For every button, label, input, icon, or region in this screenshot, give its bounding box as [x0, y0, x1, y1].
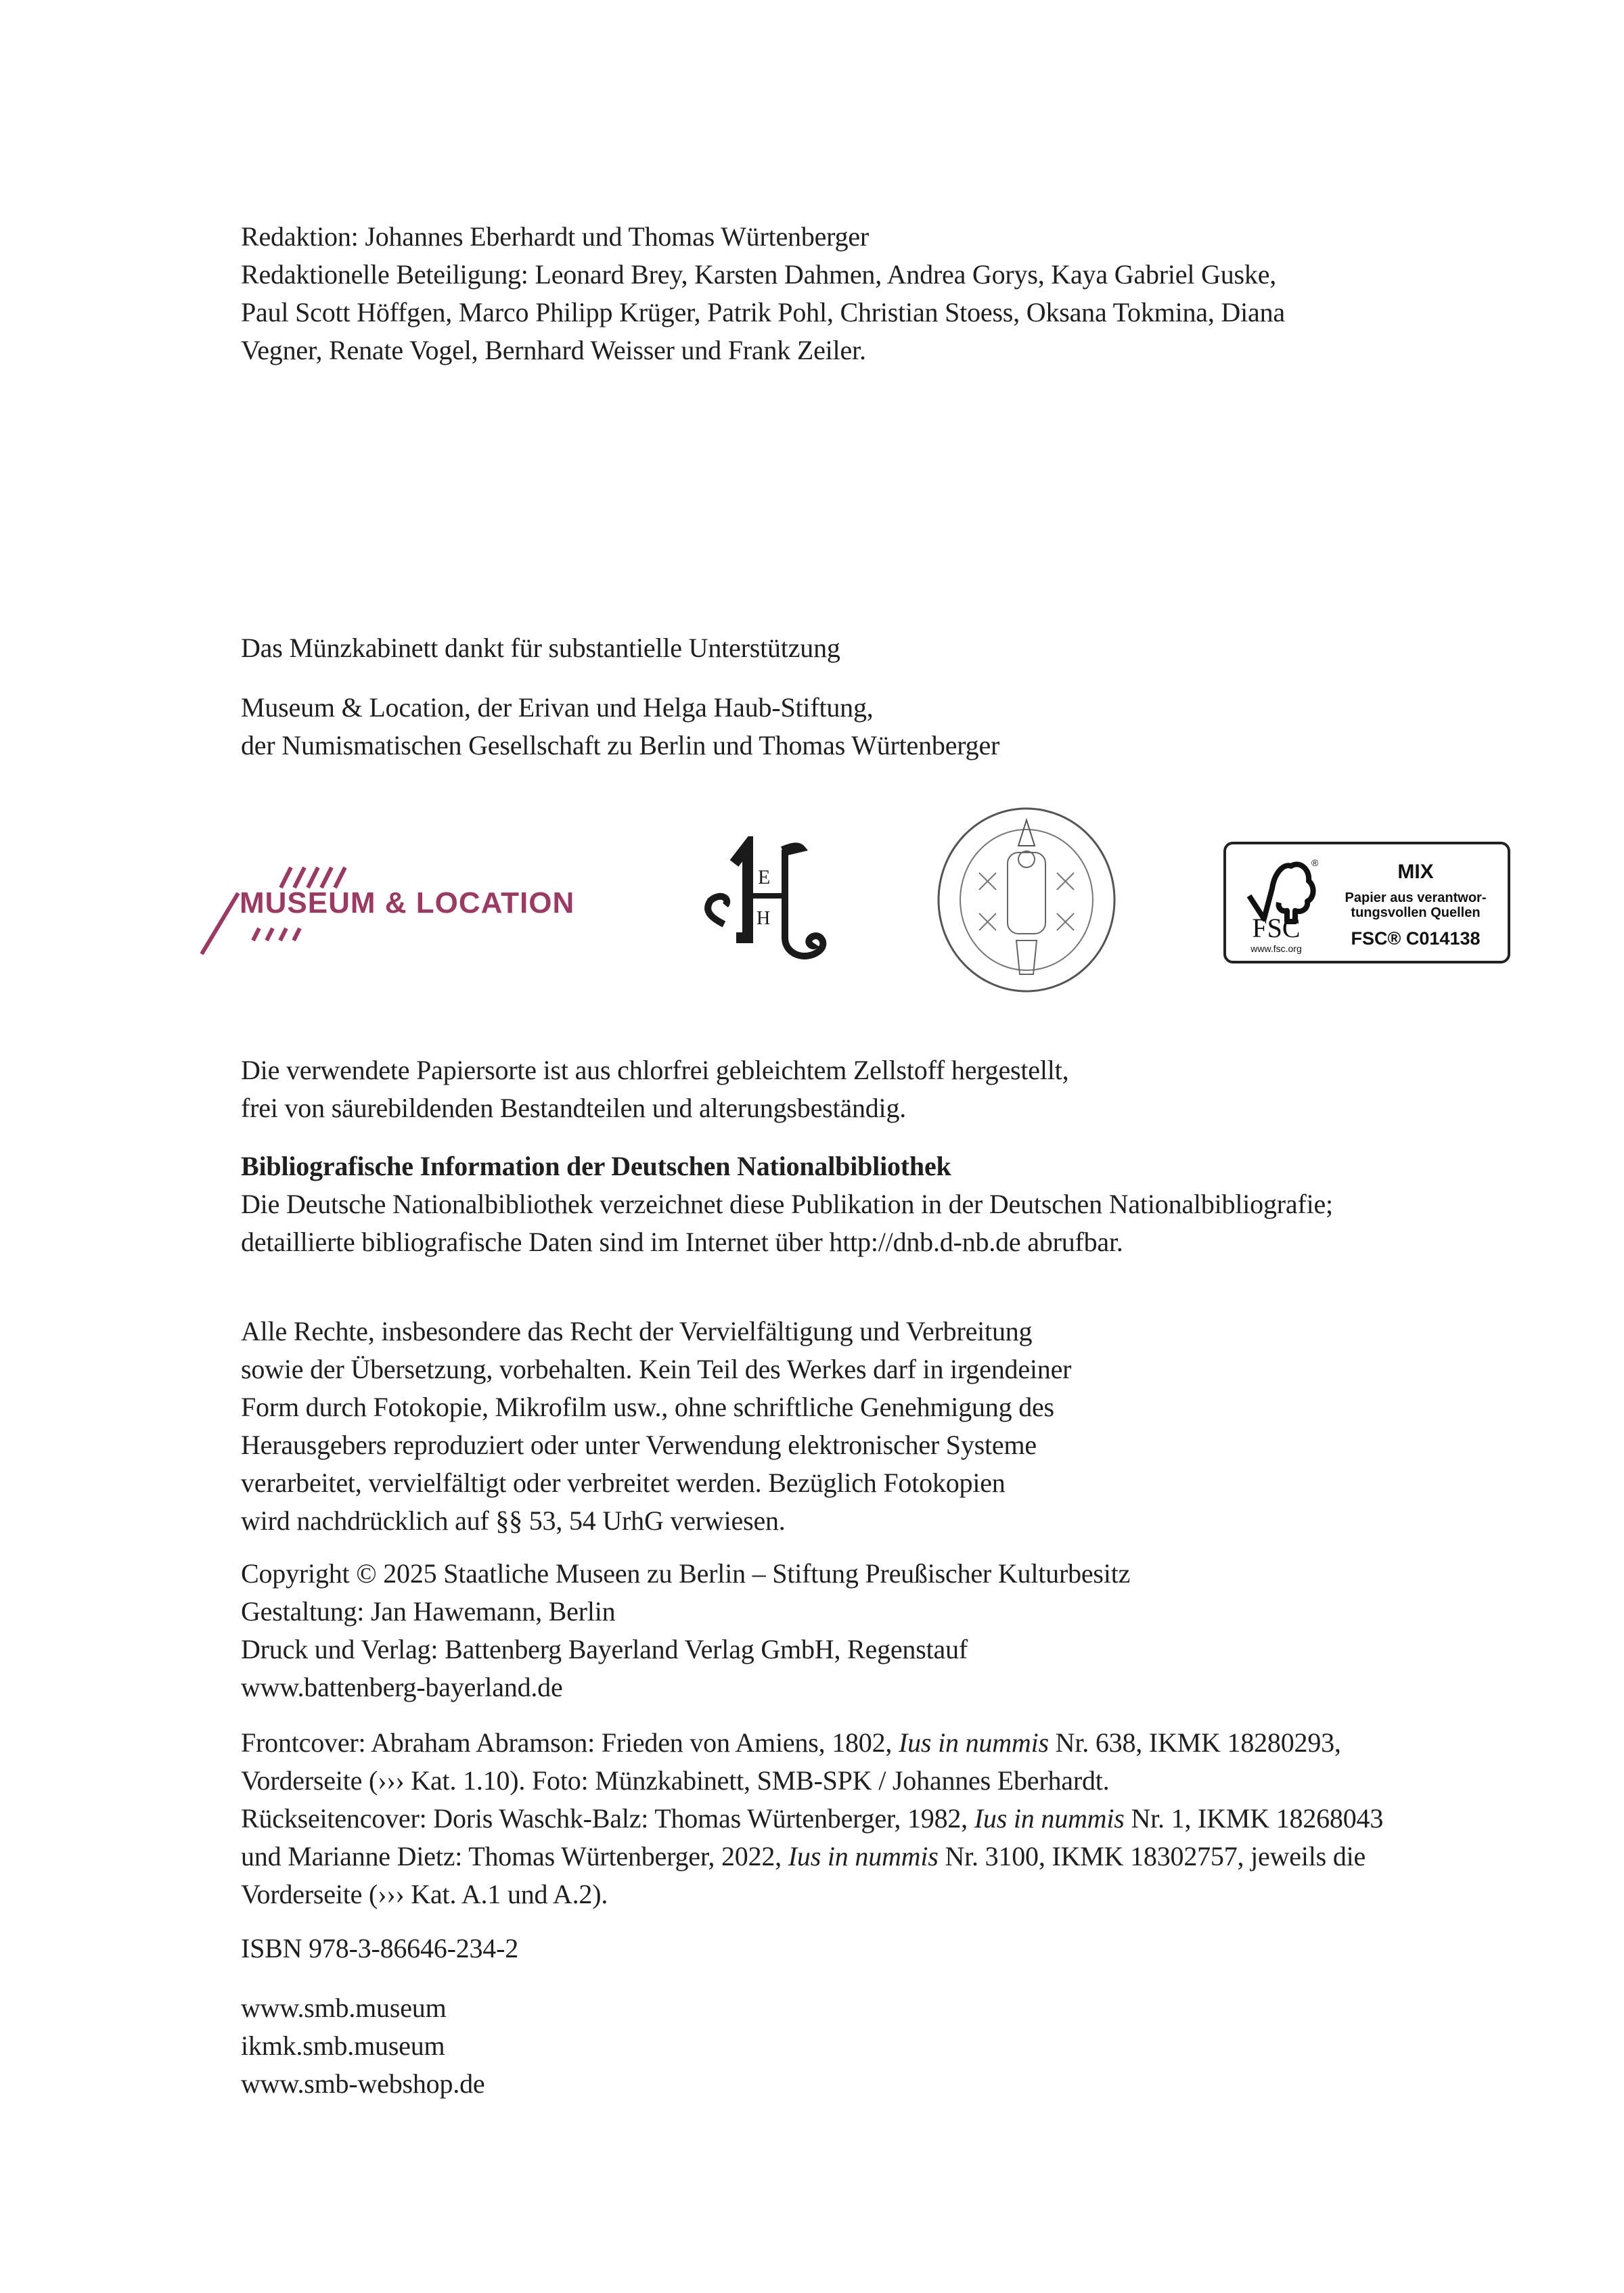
monogram-letter-e: E [758, 866, 771, 888]
beteiligung-line: Redaktionelle Beteiligung: Leonard Brey, Karsten Dahmen, Andrea Gorys, Kaya Gabriel Guske, [241, 259, 1277, 290]
fsc-registered-mark: ® [1311, 857, 1319, 868]
website-link[interactable]: www.smb-webshop.de [241, 2068, 485, 2099]
text-span: Rückseitencover: Doris Waschk-Balz: Thomas Würtenberger, 1982, [241, 1803, 974, 1834]
thanks-block [241, 689, 999, 765]
rights-line: wird nachdrücklich auf §§ 53, 54 UrhG verwiesen. [241, 1505, 786, 1536]
text-span: Nr. 638, IKMK 18280293, [1048, 1727, 1341, 1758]
thanks-heading: Das Münzkabinett dankt für substantielle Unterstützung [241, 633, 840, 663]
text-span: und Marianne Dietz: Thomas Würtenberger, 2022, [241, 1841, 788, 1871]
beteiligung-line: Paul Scott Höffgen, Marco Philipp Krüger, Patrik Pohl, Christian Stoess, Oksana Tokmina, Diana [241, 297, 1285, 327]
fsc-description-line: Papier aus verantwor- [1345, 890, 1487, 905]
copyright-line: Copyright © 2025 Staatliche Museen zu Berlin – Stiftung Preußischer Kulturbesitz [241, 1558, 1131, 1589]
rights-block [241, 1313, 1071, 1540]
seal-icon [932, 805, 1121, 995]
frontcover-line: Vorderseite (››› Kat. 1.10). Foto: Münzkabinett, SMB-SPK / Johannes Eberhardt. [241, 1765, 1110, 1796]
monogram-icon [683, 836, 859, 965]
fsc-mark-text: FSC [1252, 913, 1301, 943]
redaktion-line: Redaktion: Johannes Eberhardt und Thomas Würtenberger [241, 221, 870, 252]
isbn: ISBN 978-3-86646-234-2 [241, 1933, 519, 1963]
fsc-description [1328, 890, 1504, 920]
rights-line: Alle Rechte, insbesondere das Recht der Vervielfältigung und Verbreitung [241, 1316, 1033, 1346]
monogram-letter-h: H [757, 908, 771, 929]
fsc-url: www.fsc.org [1250, 943, 1302, 954]
dnb-block [241, 1148, 1333, 1261]
backcover-line: Vorderseite (››› Kat. A.1 und A.2). [241, 1879, 608, 1909]
rights-line: Herausgebers reproduziert oder unter Verwendung elektronischer Systeme [241, 1430, 1037, 1460]
imprint-block [241, 1555, 1130, 1706]
fsc-certification-logo [1223, 842, 1510, 963]
paper-note-line: frei von säurebildenden Bestandteilen und alterungsbeständig. [241, 1093, 907, 1123]
series-title: Ius in nummis [974, 1803, 1125, 1834]
cover-credits-block [241, 1724, 1383, 1913]
text-span: Frontcover: Abraham Abramson: Frieden von Amiens, 1802, [241, 1727, 899, 1758]
dnb-heading: Bibliografische Information der Deutschen Nationalbibliothek [241, 1151, 951, 1181]
fsc-mix-label: MIX [1397, 861, 1434, 883]
publisher-website: www.battenberg-bayerland.de [241, 1672, 563, 1702]
design-credit-line: Gestaltung: Jan Hawemann, Berlin [241, 1596, 616, 1627]
dnb-line: detaillierte bibliografische Daten sind im Internet über http://dnb.d-nb.de abrufbar. [241, 1227, 1123, 1257]
beteiligung-line: Vegner, Renate Vogel, Bernhard Weisser und Frank Zeiler. [241, 335, 866, 365]
publisher-line: Druck und Verlag: Battenberg Bayerland Verlag GmbH, Regenstauf [241, 1634, 968, 1664]
series-title: Ius in nummis [788, 1841, 939, 1871]
links-block [241, 1989, 484, 2103]
backcover-line [241, 1800, 1383, 1838]
thanks-line: der Numismatischen Gesellschaft zu Berlin und Thomas Würtenberger [241, 730, 1000, 760]
isbn-block [241, 1930, 518, 1968]
text-span: Nr. 1, IKMK 18268043 [1124, 1803, 1384, 1834]
thanks-heading-block [241, 629, 840, 667]
numismatic-society-seal [932, 805, 1121, 995]
website-link[interactable]: www.smb.museum [241, 1993, 447, 2023]
backcover-line [241, 1838, 1383, 1876]
series-title: Ius in nummis [899, 1727, 1049, 1758]
fsc-license-code: FSC® C014138 [1351, 928, 1481, 949]
haub-monogram-logo [683, 836, 859, 965]
museum-location-wordmark: MUSEUM & LOCATION [240, 886, 575, 920]
dnb-line: Die Deutsche Nationalbibliothek verzeichnet diese Publikation in der Deutschen Nationalbibliografie; [241, 1189, 1333, 1219]
rights-line: Form durch Fotokopie, Mikrofilm usw., ohne schriftliche Genehmigung des [241, 1392, 1054, 1422]
text-span: Nr. 3100, IKMK 18302757, jeweils die [938, 1841, 1366, 1871]
website-link[interactable]: ikmk.smb.museum [241, 2030, 445, 2061]
frontcover-line [241, 1724, 1383, 1762]
credits-block [241, 218, 1285, 369]
rights-line: sowie der Übersetzung, vorbehalten. Kein Teil des Werkes darf in irgendeiner [241, 1354, 1072, 1384]
fsc-description-line: tungsvollen Quellen [1351, 905, 1481, 920]
rights-line: verarbeitet, vervielfältigt oder verbreitet werden. Bezüglich Fotokopien [241, 1468, 1006, 1498]
museum-location-logo [196, 853, 602, 961]
paper-note-line: Die verwendete Papiersorte ist aus chlorfrei gebleichtem Zellstoff hergestellt, [241, 1055, 1069, 1085]
thanks-line: Museum & Location, der Erivan und Helga Haub-Stiftung, [241, 692, 874, 723]
paper-note [241, 1051, 1068, 1127]
